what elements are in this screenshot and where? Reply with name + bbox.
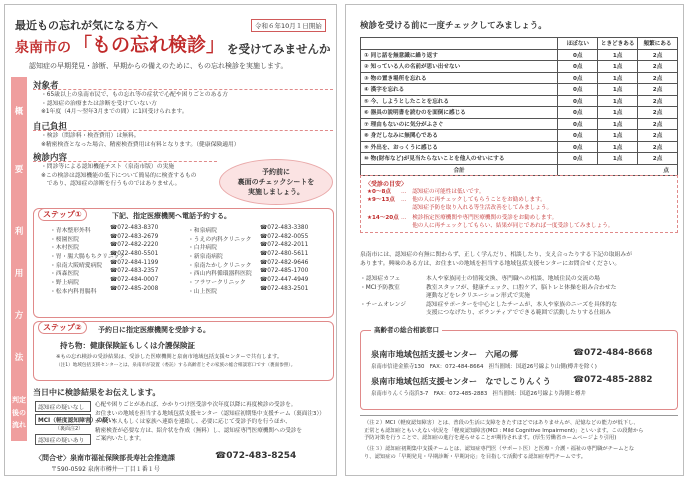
- judgement-row: [367, 204, 552, 212]
- hospital-row: [50, 286, 330, 295]
- program-row: [360, 282, 678, 291]
- step1-box: [33, 208, 334, 318]
- hospital-name: ・泉南たかしクリニック: [188, 262, 252, 269]
- hospital-phone[interactable]: ☎072-482-2220: [110, 242, 159, 249]
- centers-title: 高齢者の総合相談窓口: [371, 325, 442, 334]
- checklist-title: 検診を受ける前に一度チェックしてみましょう。: [360, 21, 547, 31]
- program-desc: 教室スタッフが、健康チェック、口腔ケア、脳トレと体操を組み合わせた: [426, 284, 617, 291]
- checklist-row: [361, 118, 678, 130]
- target-line: ・認知症の治療または診断を受けていない方: [41, 100, 157, 107]
- judgement-row: [367, 196, 546, 204]
- hospital-name: ・青木整形外科: [50, 228, 91, 234]
- program-name: ・認知症カフェ: [360, 276, 401, 282]
- checklist-row: [361, 141, 678, 153]
- center-name: 泉南市地域包括支援センター 六尾の郷: [371, 349, 519, 359]
- checklist-rows: [361, 49, 678, 176]
- judgement-text: 他の人に再チェックしてもらい、結果が同じであれば一度受診してみましょう。: [401, 223, 614, 229]
- hospital-name: ・うえの内科クリニック: [188, 236, 252, 243]
- check-score[interactable]: 1点: [598, 49, 638, 61]
- check-score[interactable]: 0点: [558, 84, 598, 96]
- hospital-phone[interactable]: ☎072-485-1700: [260, 268, 309, 275]
- content-line: であり、認知症の診断を行うものではありません。: [41, 181, 181, 188]
- program-row: [360, 299, 678, 308]
- label-after-result: [11, 385, 27, 441]
- lead-text: 認知症の早期発見・診断、早期からの備えのために、もの忘れ検診を実施します。: [29, 62, 288, 70]
- center-phone[interactable]: ☎072-484-8668: [573, 348, 653, 358]
- column-header: [361, 38, 558, 50]
- hospital-phone[interactable]: ☎072-480-5501: [110, 251, 159, 258]
- check-score[interactable]: 1点: [598, 153, 638, 165]
- check-question: ⑨ 外出を、おっくうに感じる: [361, 141, 558, 153]
- hospital-name: ・西山内科循環器科医院: [188, 271, 252, 278]
- judgement-title: 〈受診の目安〉: [365, 181, 408, 188]
- check-score[interactable]: 1点: [598, 84, 638, 96]
- hospital-name: ・泉南大阪晴愛病院: [50, 262, 103, 269]
- check-score[interactable]: 1点: [598, 61, 638, 73]
- subtitle: 最近もの忘れが気になる方へ: [15, 19, 158, 32]
- program-desc: 支援につなげたり、ボランティアでできる範囲で活動したりする仕組み: [426, 310, 612, 317]
- check-score[interactable]: 2点: [638, 84, 678, 96]
- program-row: [360, 273, 678, 282]
- contact-phone[interactable]: ☎072-483-8254: [215, 451, 297, 461]
- hospital-phone[interactable]: ☎072-482-2011: [260, 242, 309, 249]
- callout-line: 予約前に: [262, 168, 290, 176]
- footnotes: [360, 415, 678, 469]
- hospital-name: ・桜園医院: [50, 236, 79, 243]
- contact-address: 〒590-0592 泉南市樽井一丁目１番１号: [51, 466, 160, 473]
- check-score[interactable]: 0点: [558, 61, 598, 73]
- hospital-name: ・西森医院: [50, 271, 79, 278]
- hospital-row: [50, 225, 330, 234]
- checksheet-callout: [219, 159, 333, 205]
- check-score[interactable]: 1点: [598, 118, 638, 130]
- result-line: 精密検査が必要な方は、紹介状を作成（無料）し、認知症専門医療機関への受診を: [95, 427, 302, 434]
- footnote-line: り、認知症の「早期発見・早期診断・早期対応」を目指して活動する認知症専門チームです。: [364, 453, 587, 460]
- program-desc: 本人や家族同士の情報交換、専門職への相談、地域住民の交流の場: [426, 276, 600, 282]
- check-score[interactable]: 0点: [558, 49, 598, 61]
- hospital-phone[interactable]: ☎072-483-2679: [110, 233, 159, 240]
- hospital-row: [50, 277, 330, 286]
- checklist-row: [361, 72, 678, 84]
- check-question: ② 知っている人の名前が思い出せない: [361, 61, 558, 73]
- fee-heading: 自己負担: [33, 122, 68, 132]
- check-score[interactable]: 2点: [638, 141, 678, 153]
- footnote-line: （注２）MCI（軽度認知障害）とは、普段の生活に支障をきたすほどではありませんが、記憶などの能力が低下し、: [364, 420, 639, 426]
- result-categories: [35, 401, 114, 447]
- label-char: 後の: [12, 408, 26, 417]
- title-invite: を受けてみませんか: [227, 42, 331, 56]
- divider: [33, 161, 217, 162]
- check-score[interactable]: 0点: [558, 72, 598, 84]
- hospital-name: ・野上病院: [50, 280, 79, 287]
- step2-box: [33, 321, 334, 381]
- check-score[interactable]: 1点: [598, 107, 638, 119]
- check-score[interactable]: 0点: [558, 141, 598, 153]
- check-question: ⑩ 物(財布など)が見当たらないことを他人のせいにする: [361, 153, 558, 165]
- check-question: ⑤ 今、しようとしたことを忘れる: [361, 95, 558, 107]
- title-city: 泉南市の: [15, 40, 71, 56]
- step2-desc: 予約日に指定医療機関を受診する。: [98, 326, 210, 334]
- hospital-phone[interactable]: ☎072-483-2357: [110, 268, 159, 275]
- judgement-row: [367, 188, 484, 196]
- bring-items: 持ち物：健康保険証もしくは介護保険証: [60, 341, 195, 350]
- label-char: 流れ: [12, 421, 26, 430]
- center-address: 泉南市りんくう南浜3-7 FAX：072-485-2883 担当圏域：国道26号線より海側と樽井: [371, 391, 586, 397]
- leaflet-back: [345, 4, 684, 476]
- label-usage: [11, 205, 27, 385]
- check-score[interactable]: 2点: [638, 153, 678, 165]
- program-row: [360, 307, 678, 316]
- hospital-phone[interactable]: ☎072-483-2501: [260, 285, 309, 292]
- target-line: ・65歳以上の泉南市民で、もの忘れ等の症状で心配や困りごとのある方: [41, 92, 228, 98]
- content-line: ※この検診は認知機能の低下について簡易的に検査するもの: [41, 172, 197, 179]
- judgement-text: … 他の人に再チェックしてもらうことをお勧めします。: [401, 197, 546, 203]
- checklist-row: [361, 61, 678, 73]
- target-line: ※1年度（4月〜翌年3月までの間）に1回受けられます。: [41, 109, 188, 116]
- check-score[interactable]: 0点: [558, 107, 598, 119]
- check-score[interactable]: 2点: [638, 107, 678, 119]
- leaflet-front: [4, 4, 337, 476]
- total-label: 合計: [361, 164, 558, 176]
- program-name: ・MCI予防教室: [360, 284, 400, 291]
- hospital-row: [50, 242, 330, 251]
- callout-line: 実施しましょう。: [248, 188, 304, 196]
- hospital-row: [50, 268, 330, 277]
- check-score[interactable]: 1点: [598, 72, 638, 84]
- hospital-name: ・山上医院: [188, 288, 217, 295]
- check-question: ⑥ 器具の説明書を読むのを面倒に感じる: [361, 107, 558, 119]
- judgement-row: [367, 222, 613, 230]
- start-date-badge: 令和６年10月１日開始: [251, 19, 326, 32]
- fee-line: ※精密検査となった場合、精密検査費用は有料となります。（健康保険適用）: [41, 141, 240, 148]
- footnote-line: （注３）認知症初期集中支援チームとは、認知症専門医（サポート医）と医療・介護・福祉の専門職がチームとな: [364, 446, 635, 452]
- hospital-phone[interactable]: ☎072-484-0007: [110, 277, 159, 284]
- hospital-name: ・フラワークリニック: [188, 280, 246, 287]
- contact-label: 〈問合せ〉泉南市福祉保険部長寿社会推進課: [35, 454, 175, 462]
- check-score[interactable]: 0点: [558, 95, 598, 107]
- check-question: ④ 漢字を忘れる: [361, 84, 558, 96]
- checklist-total-row: [361, 164, 678, 176]
- program-name: ・チームオレンジ: [360, 301, 407, 308]
- program-desc: 認知症サポーターを中心としたチームが、本人や家族のニーズを具体的な: [426, 301, 618, 308]
- check-score[interactable]: 2点: [638, 95, 678, 107]
- divider: [33, 89, 333, 90]
- judgement-row: [367, 214, 557, 222]
- judgement-guide: [360, 175, 678, 233]
- result-line: から、本人もしくは家族へ連絡を連絡し、必要に応じて受診予約を行うほか、: [95, 419, 291, 425]
- fee-line: ・検診（問診料・検査費用）は無料。: [41, 133, 140, 139]
- hospital-phone[interactable]: ☎072-483-3380: [260, 225, 309, 231]
- label-char: 用: [14, 268, 24, 279]
- step2-note: ※もの忘れ検診の受診結果は、受診した医療機関と泉南市地域包括支援センターで共有します。: [56, 354, 283, 360]
- score-range: ★14〜20点: [367, 215, 399, 221]
- column-header: 頻繁にある: [638, 38, 678, 50]
- hospital-list: [50, 225, 330, 295]
- checklist-row: [361, 84, 678, 96]
- judgement-text: … 検診指定医療機関や専門医療機関の受診をお勧めします。: [401, 215, 558, 221]
- hospital-name: ・新泉南病院: [188, 254, 223, 261]
- support-centers: [360, 326, 678, 410]
- checklist-table: [360, 37, 678, 176]
- title-exam: 「もの忘れ検診」: [73, 34, 226, 56]
- checklist-row: [361, 95, 678, 107]
- check-score[interactable]: 2点: [638, 49, 678, 61]
- checklist-row: [361, 107, 678, 119]
- hospital-name: ・胃・腸大腸もちクリニック: [50, 254, 126, 261]
- checklist-row: [361, 130, 678, 142]
- hospital-phone[interactable]: ☎072-482-9646: [260, 259, 309, 266]
- callout-line: 裏面のチェックシートを: [237, 178, 315, 186]
- step1-tag: ステップ①: [38, 208, 87, 221]
- check-question: ⑧ 身だしなみに無関心である: [361, 130, 558, 142]
- column-header: ほぼない: [558, 38, 598, 50]
- hospital-name: ・木村医院: [50, 245, 79, 252]
- result-line: お住まいの地域を担当する地域包括支援センター（認知症初期集中支援チーム（裏面注3））: [95, 410, 325, 417]
- check-score[interactable]: 0点: [558, 118, 598, 130]
- program-desc: 運動などをレクリエーション形式で実施: [426, 293, 530, 300]
- hospital-name: ・和泉病院: [188, 228, 217, 234]
- programs-list: [360, 273, 678, 316]
- hospital-phone[interactable]: ☎072-480-5611: [260, 251, 309, 258]
- label-char: 要: [14, 164, 24, 175]
- result-tag-mci: MCI（軽度認知障害）の疑い: [35, 414, 91, 425]
- result-description: [95, 401, 325, 444]
- check-score[interactable]: 2点: [638, 72, 678, 84]
- hospital-name: ・白井病院: [188, 245, 217, 252]
- label-char: 法: [14, 352, 24, 363]
- check-score[interactable]: 0点: [558, 153, 598, 165]
- checklist-row: [361, 153, 678, 165]
- check-question: ① 同じ話を無意識に繰り返す: [361, 49, 558, 61]
- check-question: ⑦ 理由もないのに気分がふさぐ: [361, 118, 558, 130]
- check-question: ③ 物の置き場所を忘れる: [361, 72, 558, 84]
- result-line: 心配や困りごとがあれば、かかりつけ医受診や次年度以降に再度検診の受診を。: [95, 402, 297, 408]
- result-tag-none: 認知症の疑いなし: [35, 401, 91, 412]
- center-phone[interactable]: ☎072-485-2882: [573, 375, 653, 385]
- score-range: ★0〜8点: [367, 189, 391, 195]
- step2-note: （注1）地域包括支援センターとは、泉南市が設置（委託）する高齢者とその家族の総合相談窓口です（裏面参照）。: [56, 363, 296, 368]
- table-header-row: [361, 38, 678, 50]
- check-score[interactable]: 1点: [598, 130, 638, 142]
- mci-note: （裏面注2）: [55, 426, 84, 432]
- label-char: 判定: [12, 395, 26, 404]
- judgement-text: 認知症予防を取り入れる等生活改善をしてみましょう。: [401, 205, 553, 211]
- hospital-phone[interactable]: ☎072-485-2008: [110, 285, 159, 292]
- checklist-row: [361, 49, 678, 61]
- hospital-phone[interactable]: ☎072-482-0055: [260, 233, 309, 240]
- check-score[interactable]: 2点: [638, 130, 678, 142]
- intro-line: 泉南市には、認知症の有無に関わらず、正しく学んだり、相談したり、支え合ったりする下記の取組みが: [360, 252, 632, 258]
- intro-line: あります。興味のある方は、お住まいの地域を担当する地域包括支援センターにお問合せください。: [360, 260, 621, 267]
- total-score[interactable]: 点: [558, 164, 678, 176]
- center-name: 泉南市地域包括支援センター なでしこりんくう: [371, 376, 551, 386]
- label-char: 方: [14, 310, 24, 321]
- judgement-text: … 認知症の可能性は低いです。: [401, 189, 485, 195]
- page-title: [15, 35, 331, 57]
- step2-tag: ステップ②: [38, 321, 87, 334]
- check-score[interactable]: 2点: [638, 118, 678, 130]
- content-line: ・問診等による認知機能テスト（泉南市版）の実施: [41, 164, 175, 170]
- target-heading: 対象者: [33, 81, 59, 91]
- column-header: ときどきある: [598, 38, 638, 50]
- footnote-line: 正常とも認知症ともいえない状況を「軽度認知障害(MCI : Mild Cognitive Impairment)」といいます。この段階から: [364, 427, 644, 434]
- label-char: 利: [14, 226, 24, 237]
- divider: [33, 130, 333, 131]
- hospital-phone[interactable]: ☎072-483-8370: [110, 225, 159, 231]
- hospital-row: [50, 251, 330, 260]
- result-line: ご案内いたします。: [95, 436, 145, 442]
- hospital-phone[interactable]: ☎072-447-4949: [260, 277, 309, 284]
- label-overview: [11, 77, 27, 205]
- label-char: 概: [14, 106, 24, 117]
- check-score[interactable]: 1点: [598, 141, 638, 153]
- hospital-name: ・松本内科胃腸科: [50, 288, 97, 295]
- check-score[interactable]: 2点: [638, 61, 678, 73]
- center-address: 泉南市信達金熊寺130 FAX：072-484-8664 担当圏域：国道26号線より山側(樽井を除く): [371, 364, 597, 370]
- check-score[interactable]: 0点: [558, 130, 598, 142]
- hospital-phone[interactable]: ☎072-484-1199: [110, 259, 159, 266]
- check-score[interactable]: 1点: [598, 95, 638, 107]
- program-row: [360, 290, 678, 299]
- footnote-line: 予防対策を行うことで、認知症の進行を遅らせることが期待されます。(厚生労働省ホームページより引用): [364, 435, 617, 441]
- result-title: 当日中に検診結果をお伝えします。: [33, 388, 161, 397]
- score-range: ★9〜13点: [367, 197, 395, 203]
- step1-desc: 下記、指定医療機関へ電話予約する。: [112, 212, 231, 220]
- content-heading: 検診内容: [33, 153, 68, 163]
- programs-intro: [360, 251, 632, 268]
- result-tag-dementia: 認知症の疑いあり: [35, 434, 91, 445]
